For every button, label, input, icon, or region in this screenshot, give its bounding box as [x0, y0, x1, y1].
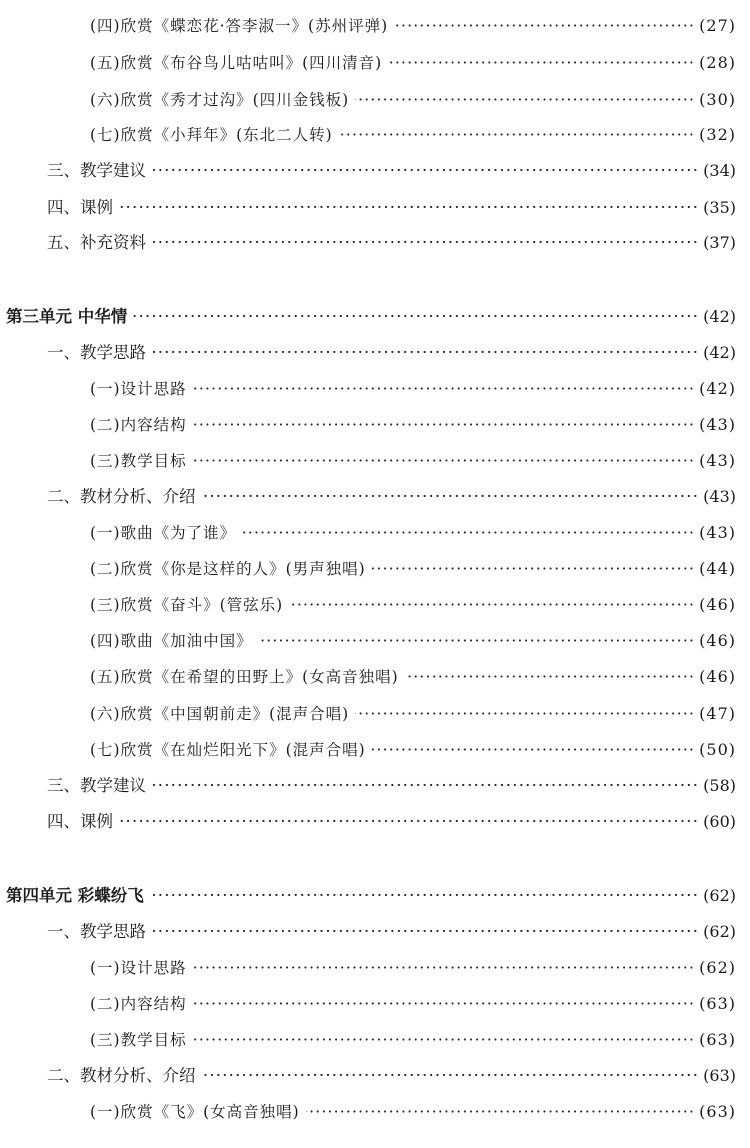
dot-leader: [133, 303, 699, 331]
toc-entry-title: (二)欣赏《你是这样的人》(男声独唱): [90, 560, 366, 578]
toc-entry[interactable]: [90, 591, 736, 619]
toc-entry-page: (42): [699, 379, 736, 398]
toc-entry-title: (四)欣赏《蝶恋花·答李淑一》(苏州评弹): [90, 17, 389, 35]
toc-entry[interactable]: [90, 990, 736, 1018]
toc-entry-title: (七)欣赏《小拜年》(东北二人转): [90, 126, 333, 144]
dot-leader: [193, 954, 696, 982]
toc-entry-title: (六)欣赏《秀才过沟》(四川金钱板): [90, 91, 350, 109]
toc-entry[interactable]: [90, 627, 736, 655]
toc-entry-page: (35): [703, 198, 736, 217]
toc-entry-title: (三)教学目标: [90, 452, 187, 470]
toc-entry-page: (46): [699, 631, 736, 650]
toc-entry[interactable]: [90, 1026, 736, 1054]
toc-entry[interactable]: [90, 1098, 736, 1126]
toc-entry[interactable]: [90, 736, 736, 764]
toc-entry-page: (43): [703, 487, 736, 506]
toc-entry[interactable]: [90, 700, 736, 728]
toc-entry-page: (62): [699, 958, 736, 977]
dot-leader: [202, 1062, 700, 1090]
toc-entry[interactable]: [90, 954, 736, 982]
dot-leader: [242, 519, 695, 547]
toc-entry-page: (32): [699, 125, 736, 144]
toc-entry-page: (43): [699, 415, 736, 434]
toc-entry[interactable]: [90, 375, 736, 403]
toc-entry-page: (63): [699, 994, 736, 1013]
dot-leader: [339, 121, 695, 149]
toc-entry[interactable]: [90, 663, 736, 691]
toc-entry[interactable]: [90, 447, 736, 475]
toc-entry-page: (62): [703, 886, 736, 905]
toc-entry[interactable]: [47, 339, 736, 367]
toc-entry-title: (三)教学目标: [90, 1031, 187, 1049]
toc-entry[interactable]: [47, 808, 736, 836]
dot-leader: [372, 736, 695, 764]
toc-entry[interactable]: [90, 519, 736, 547]
dot-leader: [259, 627, 696, 655]
dot-leader: [193, 411, 696, 439]
toc-entry-page: (43): [699, 451, 736, 470]
toc-entry-title: (二)内容结构: [90, 995, 187, 1013]
dot-leader: [405, 663, 695, 691]
dot-leader: [193, 375, 696, 403]
dot-leader: [152, 918, 699, 946]
toc-entry-page: (28): [699, 53, 736, 72]
dot-leader: [152, 339, 699, 367]
toc-unit-entry[interactable]: [6, 303, 736, 331]
toc-entry-title: (二)内容结构: [90, 416, 187, 434]
toc-entry[interactable]: [47, 229, 736, 257]
dot-leader: [372, 555, 695, 583]
dot-leader: [355, 86, 695, 114]
toc-entry[interactable]: [90, 121, 736, 149]
toc-entry-page: (44): [699, 559, 736, 578]
toc-entry[interactable]: [47, 918, 736, 946]
toc-entry-page: (46): [699, 667, 736, 686]
dot-leader: [152, 229, 699, 257]
dot-leader: [150, 882, 699, 910]
toc-entry-title: 二、教材分析、介绍: [47, 487, 196, 506]
toc-entry-title: 第四单元 彩蝶纷飞: [6, 886, 144, 905]
toc-entry-title: (三)欣赏《奋斗》(管弦乐): [90, 596, 284, 614]
toc-entry[interactable]: [90, 86, 736, 114]
toc-unit-entry[interactable]: [6, 882, 736, 910]
toc-entry-page: (43): [699, 523, 736, 542]
toc-entry[interactable]: [90, 49, 736, 77]
toc-entry-page: (42): [703, 343, 736, 362]
dot-leader: [289, 591, 695, 619]
toc-entry-title: (四)歌曲《加油中国》: [90, 632, 253, 650]
toc-entry[interactable]: [90, 555, 736, 583]
toc-entry-page: (62): [703, 922, 736, 941]
toc-entry-title: 三、教学建议: [47, 776, 146, 795]
toc-entry-title: 第三单元 中华情: [6, 307, 128, 326]
dot-leader: [152, 157, 699, 185]
toc-entry[interactable]: [47, 194, 736, 222]
toc-entry-title: (六)欣赏《中国朝前走》(混声合唱): [90, 705, 350, 723]
dot-leader: [119, 808, 699, 836]
toc-entry-title: 二、教材分析、介绍: [47, 1066, 196, 1085]
toc-entry[interactable]: [90, 12, 736, 40]
dot-leader: [394, 12, 695, 40]
toc-entry-title: 一、教学思路: [47, 922, 146, 941]
toc-entry-title: (一)设计思路: [90, 959, 187, 977]
toc-entry-page: (58): [703, 776, 736, 795]
dot-leader: [152, 772, 699, 800]
toc-entry-title: 三、教学建议: [47, 161, 146, 180]
toc-entry-title: (五)欣赏《布谷鸟儿咕咕叫》(四川清音): [90, 54, 383, 72]
toc-entry-title: (七)欣赏《在灿烂阳光下》(混声合唱): [90, 741, 366, 759]
toc-entry-page: (37): [703, 233, 736, 252]
toc-entry[interactable]: [47, 772, 736, 800]
dot-leader: [202, 483, 700, 511]
toc-entry-page: (34): [703, 161, 736, 180]
toc-entry-page: (47): [699, 704, 736, 723]
toc-entry-page: (46): [699, 595, 736, 614]
toc-entry-title: 五、补充资料: [47, 233, 146, 252]
toc-entry-page: (63): [703, 1066, 736, 1085]
toc-entry-page: (30): [699, 90, 736, 109]
toc-entry-title: 四、课例: [47, 812, 113, 831]
toc-entry[interactable]: [47, 483, 736, 511]
toc-entry-title: (一)欣赏《飞》(女高音独唱): [90, 1103, 300, 1121]
dot-leader: [355, 700, 695, 728]
dot-leader: [193, 990, 696, 1018]
toc-entry-page: (63): [699, 1102, 736, 1121]
toc-entry-title: (一)设计思路: [90, 380, 187, 398]
toc-entry-title: (五)欣赏《在希望的田野上》(女高音独唱): [90, 668, 399, 686]
dot-leader: [193, 447, 696, 475]
toc-entry-title: (一)歌曲《为了谁》: [90, 524, 237, 542]
toc-entry-page: (42): [703, 307, 736, 326]
dot-leader: [119, 194, 699, 222]
dot-leader: [306, 1098, 695, 1126]
toc-entry-title: 一、教学思路: [47, 343, 146, 362]
toc-entry[interactable]: [47, 157, 736, 185]
toc-entry-page: (50): [699, 740, 736, 759]
toc-entry[interactable]: [90, 411, 736, 439]
dot-leader: [388, 49, 695, 77]
toc-entry-title: 四、课例: [47, 198, 113, 217]
toc-entry[interactable]: [47, 1062, 736, 1090]
dot-leader: [193, 1026, 696, 1054]
toc-entry-page: (60): [703, 812, 736, 831]
toc-entry-page: (63): [699, 1030, 736, 1049]
toc-entry-page: (27): [699, 16, 736, 35]
